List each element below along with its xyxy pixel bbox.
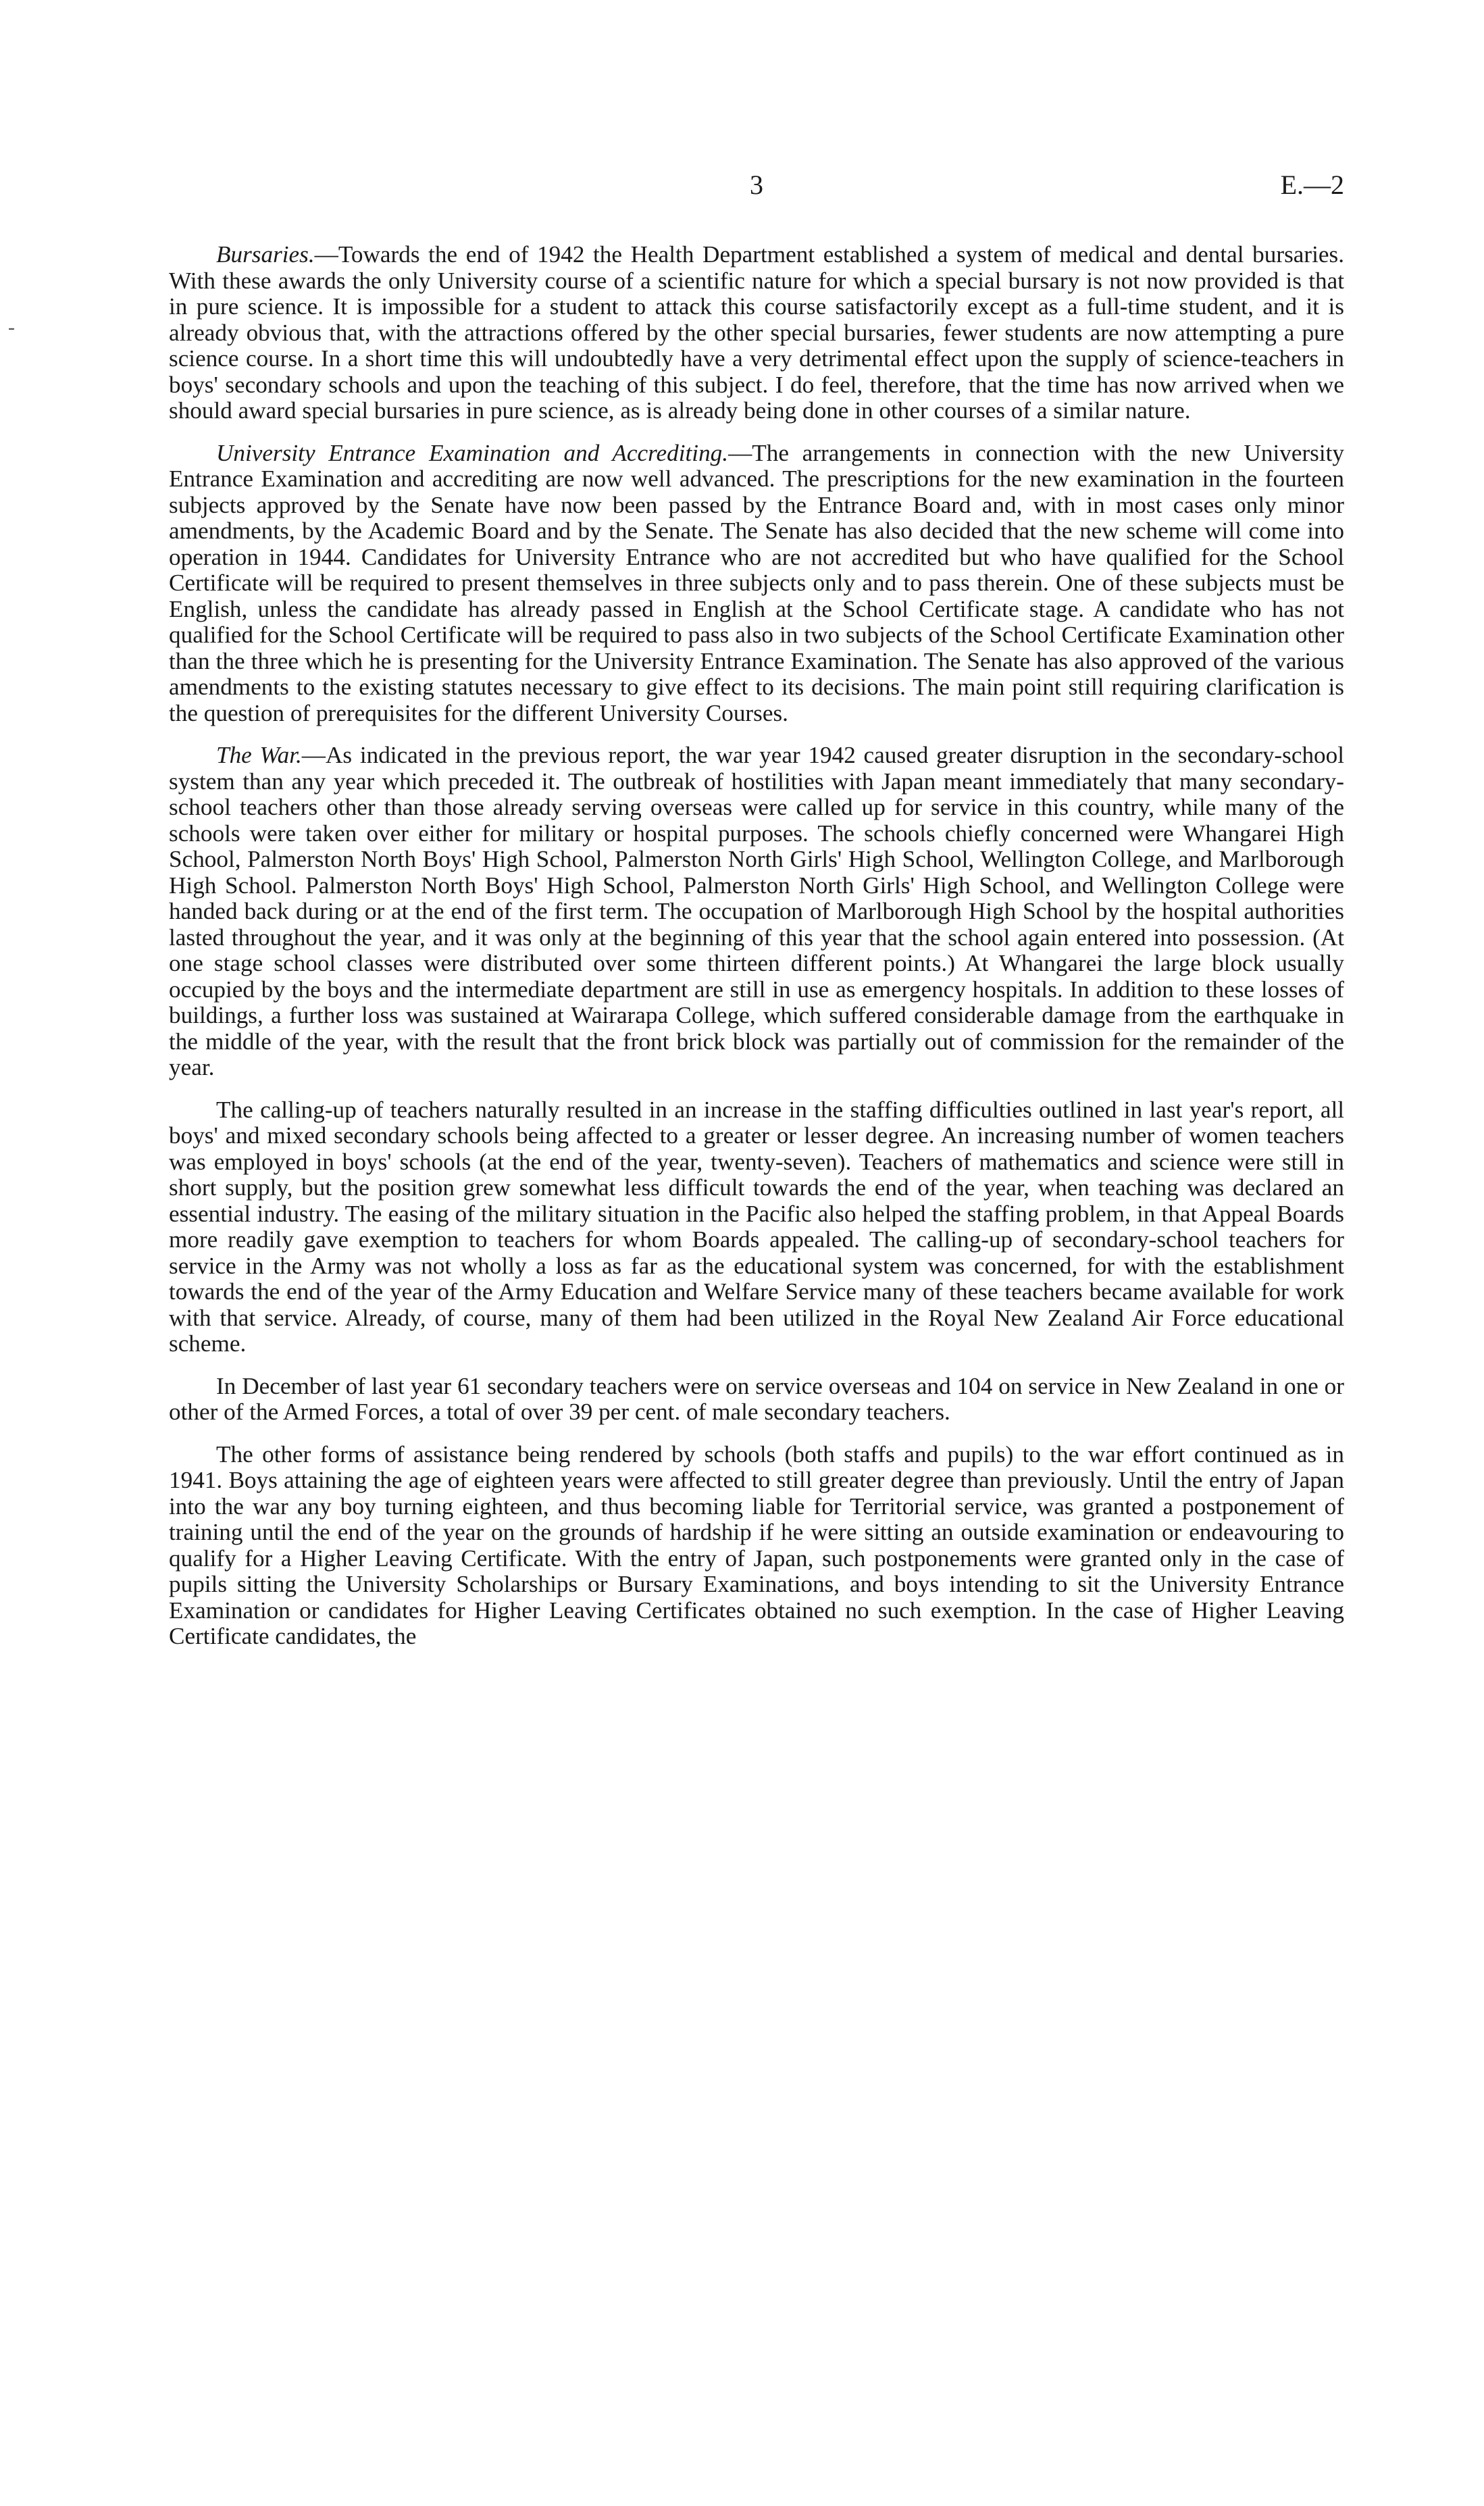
paragraph-other-assistance bbox=[169, 1442, 1344, 1650]
paragraph-bursaries bbox=[169, 242, 1344, 424]
paragraph-december bbox=[169, 1374, 1344, 1426]
document-reference: E.—2 bbox=[1280, 170, 1344, 200]
paragraph-heading: University Entrance Examination and Accrediting. bbox=[216, 439, 729, 466]
paragraph-the-war bbox=[169, 743, 1344, 1081]
paragraph-university-entrance bbox=[169, 441, 1344, 727]
page-header bbox=[169, 169, 1344, 209]
page-number: 3 bbox=[750, 170, 763, 200]
paragraph-text: —As indicated in the previous report, the war year 1942 caused greater disruption in the secondary-school system than any year which preceded it. The outbreak of hostilities with Japan meant immediately that many secondary-school teachers other than those already serving overseas were called up for service in this country, while many of the schools were taken over either for military or hospital purposes. The schools chiefly concerned were Whangarei High School, Palmerston North Boys' High School, Palmerston North Girls' High School, Wellington College, and Marlborough High School. Palmerston North Boys' High School, Palmerston North Girls' High School, and Wellington College were handed back during or at the end of the first term. The occupation of Marlborough High School by the hospital authorities lasted throughout the year, and it was only at the beginning of this year that the school again entered into possession. (At one stage school classes were distributed over some thirteen different points.) At Whangarei the large block usually occupied by the boys and the intermediate department are still in use as emergency hospitals. In addition to these losses of buildings, a further loss was sustained at Wairarapa College, which suffered considerable damage from the earthquake in the middle of the year, with the result that the front brick block was partially out of commission for the remainder of the year. bbox=[169, 742, 1344, 1080]
paragraph-text: The calling-up of teachers naturally resulted in an increase in the staffing difficulties outlined in last year's report, all boys' and mixed secondary schools being affected to a greater or lesser degree. An increasing number of women teachers was employed in boys' schools (at the end of the year, twenty-seven). Teachers of mathematics and science were still in short supply, but the position grew somewhat less difficult towards the end of the year, when teaching was declared an essential industry. The easing of the military situation in the Pacific also helped the staffing problem, in that Appeal Boards more readily gave exemption to teachers for whom Boards appealed. The calling-up of secondary-school teachers for service in the Army was not wholly a loss as far as the educational system was concerned, for with the establishment towards the end of the year of the Army Education and Welfare Service many of these teachers became available for work with that service. Already, of course, many of them had been utilized in the Royal New Zealand Air Force educational scheme. bbox=[169, 1096, 1344, 1357]
margin-mark: - bbox=[8, 316, 15, 339]
paragraph-calling-up bbox=[169, 1097, 1344, 1357]
paragraph-text: —Towards the end of 1942 the Health Department established a system of medical and dental bursaries. With these awards the only University course of a scientific nature for which a special bursary is not now provided is that in pure science. It is impossible for a student to attack this course satisfactorily except as a full-time student, and it is already obvious that, with the attractions offered by the other special bursaries, fewer students are now attempting a pure science course. In a short time this will undoubtedly have a very detrimental effect upon the supply of science-teachers in boys' secondary schools and upon the teaching of this subject. I do feel, therefore, that the time has now arrived when we should award special bursaries in pure science, as is already being done in other courses of a similar nature. bbox=[169, 241, 1344, 424]
document-body bbox=[169, 242, 1344, 1666]
paragraph-heading: Bursaries. bbox=[216, 241, 315, 268]
paragraph-heading: The War. bbox=[216, 742, 302, 768]
paragraph-text: —The arrangements in connection with the new University Entrance Examination and accrediting are now well advanced. The prescriptions for the new examination in the fourteen subjects approved by the Senate have now been passed by the Entrance Board and, with in most cases only minor amendments, by the Academic Board and by the Senate. The Senate has also decided that the new scheme will come into operation in 1944. Candidates for University Entrance who are not accredited but who have qualified for the School Certificate will be required to present themselves in three subjects only and to pass therein. One of these subjects must be English, unless the candidate has already passed in English at the School Certificate stage. A candidate who has not qualified for the School Certificate will be required to pass also in two subjects of the School Certificate Examination other than the three which he is presenting for the University Entrance Examination. The Senate has also approved of the various amendments to the existing statutes necessary to give effect to its decisions. The main point still requiring clarification is the question of prerequisites for the different University Courses. bbox=[169, 439, 1344, 726]
paragraph-text: The other forms of assistance being rendered by schools (both staffs and pupils) to the war effort continued as in 1941. Boys attaining the age of eighteen years were affected to still greater degree than previously. Until the entry of Japan into the war any boy turning eighteen, and thus becoming liable for Territorial service, was granted a postponement of training until the end of the year on the grounds of hardship if he were sitting an outside examination or endeavouring to qualify for a Higher Leaving Certificate. With the entry of Japan, such postponements were granted only in the case of pupils sitting the University Scholarships or Bursary Examinations, and boys intending to sit the University Entrance Examination or candidates for Higher Leaving Certificates obtained no such exemption. In the case of Higher Leaving Certificate candidates, the bbox=[169, 1440, 1344, 1649]
paragraph-text: In December of last year 61 secondary teachers were on service overseas and 104 on service in New Zealand in one or other of the Armed Forces, a total of over 39 per cent. of male secondary teachers. bbox=[169, 1372, 1344, 1425]
